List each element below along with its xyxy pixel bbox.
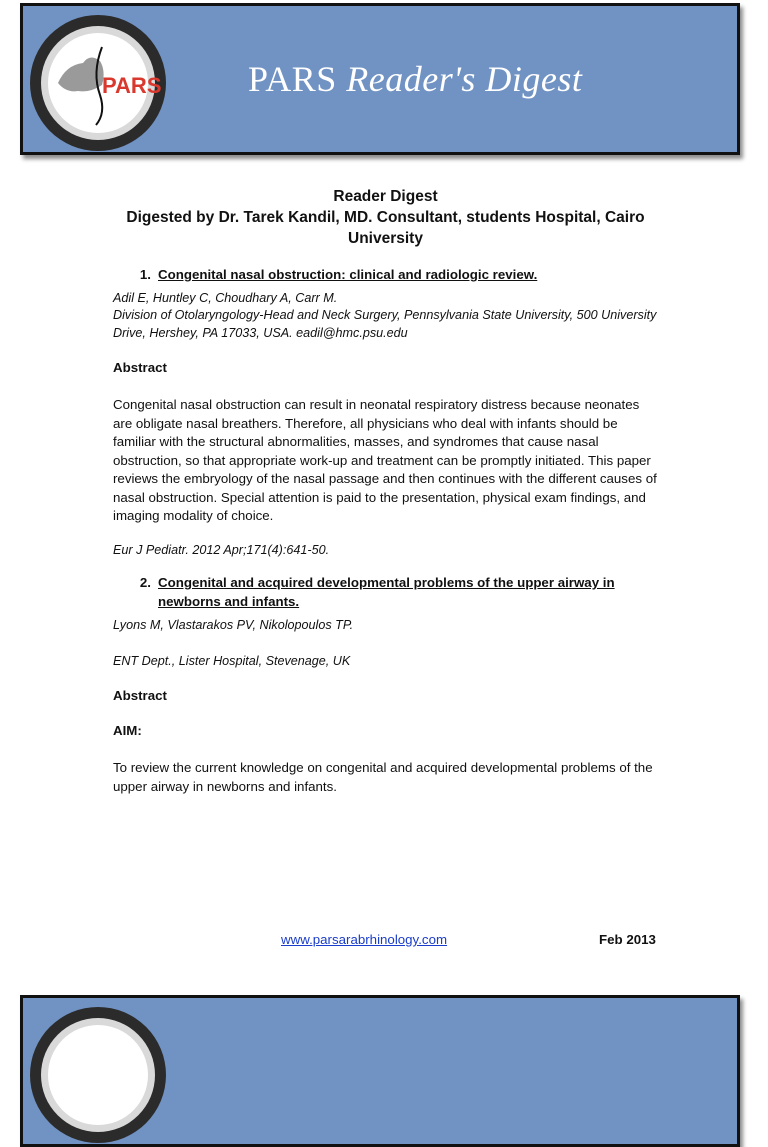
article-1-authors: Adil E, Huntley C, Choudhary A, Carr M. — [113, 291, 338, 305]
website-link[interactable]: www.parsarabrhinology.com — [281, 932, 448, 947]
article-2-title: 2. Congenital and acquired developmental problems of the upper airway in newborns and infants. — [139, 575, 615, 609]
pars-logo-icon — [28, 1005, 168, 1145]
banner-title: PARS Reader's Digest — [248, 59, 583, 99]
article-1-affiliation: Division of Otolaryngology-Head and Neck Surgery, Pennsylvania State University, 500 University Drive, Hershey, PA 17033, USA. eadil@hmc.psu.edu — [113, 308, 657, 340]
article-1-abstract: Congenital nasal obstruction can result in neonatal respiratory distress because neonates are obligate nasal breathers. Therefore, all physicians who deal with infants should be familiar with the structural abnormalities, masses, and syndromes that cause nasal obstruction, so that appropriate work-up and treatment can be promptly initiated. This paper reviews the embryology of the nasal passage and then continues with the different causes of nasal obstruction. Special attention is paid to the presentation, physical exam findings, and imaging modality of choice. — [113, 397, 657, 523]
next-page-banner — [20, 995, 740, 1147]
issue-date: Feb 2013 — [599, 932, 656, 947]
article-2-aim-label: AIM: — [113, 723, 142, 738]
digest-header — [113, 186, 658, 249]
article-1-title: 1. Congenital nasal obstruction: clinical and radiologic review. — [139, 267, 538, 282]
digest-byline: Digested by Dr. Tarek Kandil, MD. Consultant, students Hospital, Cairo University — [126, 209, 645, 247]
logo-text: PARS — [102, 73, 162, 98]
article-2-authors: Lyons M, Vlastarakos PV, Nikolopoulos TP. — [113, 618, 354, 632]
article-2-aim: To review the current knowledge on congenital and acquired developmental problems of the upper airway in newborns and infants. — [113, 760, 653, 794]
article-1-abstract-label: Abstract — [113, 360, 167, 375]
digest-title: Reader Digest — [333, 188, 438, 205]
pars-logo-icon — [28, 13, 168, 153]
article-2-abstract-label: Abstract — [113, 688, 167, 703]
article-2-affiliation: ENT Dept., Lister Hospital, Stevenage, UK — [113, 654, 351, 668]
article-1-citation: Eur J Pediatr. 2012 Apr;171(4):641-50. — [113, 543, 330, 557]
header-banner — [20, 3, 740, 155]
